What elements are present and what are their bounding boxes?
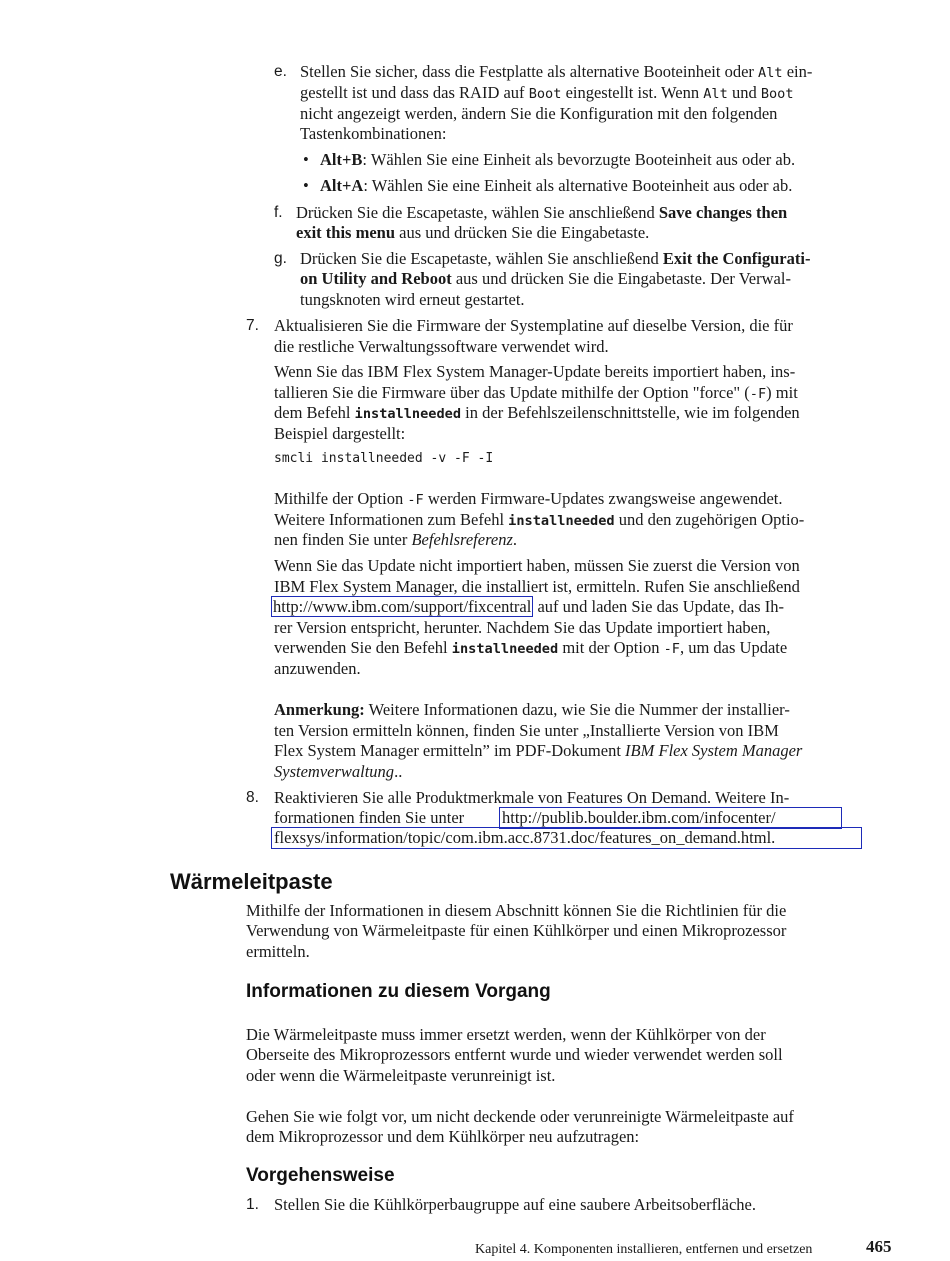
step-7-p1-line-2: tallieren Sie die Firmware über das Update mithilfe der Option "force" (-F) mit <box>274 383 798 402</box>
step-f-line-2: exit this menu aus und drücken Sie die Eingabetaste. <box>296 223 650 242</box>
step-g-marker: g. <box>274 250 287 267</box>
intro-line-2: Verwendung von Wärmeleitpaste für einen Kühlkörper und einen Mikroprozessor <box>246 921 787 940</box>
step-8-line-3: flexsys/information/topic/com.ibm.acc.8731.doc/features_on_demand.html. <box>274 828 776 847</box>
bullet-icon: • <box>303 176 309 195</box>
step-7-p3-line-4: rer Version entspricht, herunter. Nachdem Sie das Update importiert haben, <box>274 618 771 637</box>
step-7-line-2: die restliche Verwaltungssoftware verwendet wird. <box>274 337 609 356</box>
procedure-step-1-marker: 1. <box>246 1196 259 1213</box>
step-7-p3-line-1: Wenn Sie das Update nicht importiert haben, müssen Sie zuerst die Version von <box>274 556 800 575</box>
step-7-p2-line-1: Mithilfe der Option -F werden Firmware-Updates zwangsweise angewendet. <box>274 489 783 508</box>
link-part-1[interactable]: http://publib.boulder.ibm.com/infocenter/ <box>502 808 776 827</box>
bullet-alt-b: Alt+B: Wählen Sie eine Einheit als bevorzugte Booteinheit aus oder ab. <box>320 150 796 169</box>
note-line-1: Anmerkung: Weitere Informationen dazu, wie Sie die Nummer der installier- <box>274 700 790 719</box>
subsection-title-info: Informationen zu diesem Vorgang <box>246 981 551 1002</box>
step-7-p3-line-2: IBM Flex System Manager, die installiert ist, ermitteln. Rufen Sie anschließend <box>274 577 800 596</box>
info-p2-line-2: dem Mikroprozessor und dem Kühlkörper neu aufzutragen: <box>246 1127 640 1146</box>
page-number: 465 <box>866 1237 892 1256</box>
step-8-marker: 8. <box>246 789 259 806</box>
step-f-marker: f. <box>274 204 283 221</box>
info-p1-line-1: Die Wärmeleitpaste muss immer ersetzt werden, wenn der Kühlkörper von der <box>246 1025 766 1044</box>
link-part-2[interactable]: flexsys/information/topic/com.ibm.acc.8731.doc/features_on_demand.html <box>274 828 772 847</box>
bullet-icon: • <box>303 150 309 169</box>
step-8-line-2: formationen finden Sie unter <box>274 808 465 827</box>
step-e-line-4: Tastenkombinationen: <box>300 124 447 143</box>
step-e-line-2: gestellt ist und dass das RAID auf Boot eingestellt ist. Wenn Alt und Boot <box>300 83 794 102</box>
note-line-4: Systemverwaltung.. <box>274 762 403 781</box>
step-f-line-1: Drücken Sie die Escapetaste, wählen Sie anschließend Save changes then <box>296 203 788 222</box>
fixcentral-link[interactable]: http://www.ibm.com/support/fixcentral <box>273 597 532 616</box>
intro-line-1: Mithilfe der Informationen in diesem Abschnitt können Sie die Richtlinien für die <box>246 901 787 920</box>
step-7-p1-line-4: Beispiel dargestellt: <box>274 424 406 443</box>
step-g-line-2: on Utility and Reboot aus und drücken Sie die Eingabetaste. Der Verwal- <box>300 269 791 288</box>
step-g-line-3: tungsknoten wird erneut gestartet. <box>300 290 525 309</box>
note-line-3: Flex System Manager ermitteln” im PDF-Dokument IBM Flex System Manager <box>274 741 803 760</box>
step-7-p1-line-3: dem Befehl installneeded in der Befehlszeilenschnittstelle, wie im folgenden <box>274 403 800 422</box>
step-7-p2-line-2: Weitere Informationen zum Befehl installneeded und den zugehörigen Optio- <box>274 510 805 529</box>
step-7-line-1: Aktualisieren Sie die Firmware der Systemplatine auf dieselbe Version, die für <box>274 316 793 335</box>
step-7-p3-line-3: http://www.ibm.com/support/fixcentral auf und laden Sie das Update, das Ih- <box>273 597 784 616</box>
step-e-marker: e. <box>274 63 287 80</box>
section-title: Wärmeleitpaste <box>170 869 333 894</box>
code-example: smcli installneeded -v -F -I <box>274 451 494 466</box>
step-g-line-1: Drücken Sie die Escapetaste, wählen Sie anschließend Exit the Configurati- <box>300 249 811 268</box>
info-p2-line-1: Gehen Sie wie folgt vor, um nicht deckende oder verunreinigte Wärmeleitpaste auf <box>246 1107 794 1126</box>
subsection-title-procedure: Vorgehensweise <box>246 1165 395 1186</box>
step-7-p1-line-1: Wenn Sie das IBM Flex System Manager-Update bereits importiert haben, ins- <box>274 362 796 381</box>
step-7-marker: 7. <box>246 317 259 334</box>
step-8-line-1: Reaktivieren Sie alle Produktmerkmale von Features On Demand. Weitere In- <box>274 788 790 807</box>
note-label: Anmerkung: <box>274 700 365 719</box>
step-e-line-1: Stellen Sie sicher, dass die Festplatte als alternative Booteinheit oder Alt ein- <box>300 62 813 81</box>
step-7-p3-line-5: verwenden Sie den Befehl installneeded mit der Option -F, um das Update <box>274 638 788 657</box>
note-line-2: ten Version ermitteln können, finden Sie unter „Installierte Version von IBM <box>274 721 779 740</box>
intro-line-3: ermitteln. <box>246 942 310 961</box>
info-p1-line-3: oder wenn die Wärmeleitpaste verunreinigt ist. <box>246 1066 556 1085</box>
step-7-p3-line-6: anzuwenden. <box>274 659 361 678</box>
step-7-p2-line-3: nen finden Sie unter Befehlsreferenz. <box>274 530 518 549</box>
info-p1-line-2: Oberseite des Mikroprozessors entfernt wurde und wieder verwendet werden soll <box>246 1045 783 1064</box>
footer-chapter: Kapitel 4. Komponenten installieren, entfernen und ersetzen <box>475 1242 813 1257</box>
step-e-line-3: nicht angezeigt werden, ändern Sie die Konfiguration mit den folgenden <box>300 104 778 123</box>
procedure-step-1: Stellen Sie die Kühlkörperbaugruppe auf eine saubere Arbeitsoberfläche. <box>274 1195 756 1214</box>
bullet-alt-a: Alt+A: Wählen Sie eine Einheit als alternative Booteinheit aus oder ab. <box>320 176 793 195</box>
